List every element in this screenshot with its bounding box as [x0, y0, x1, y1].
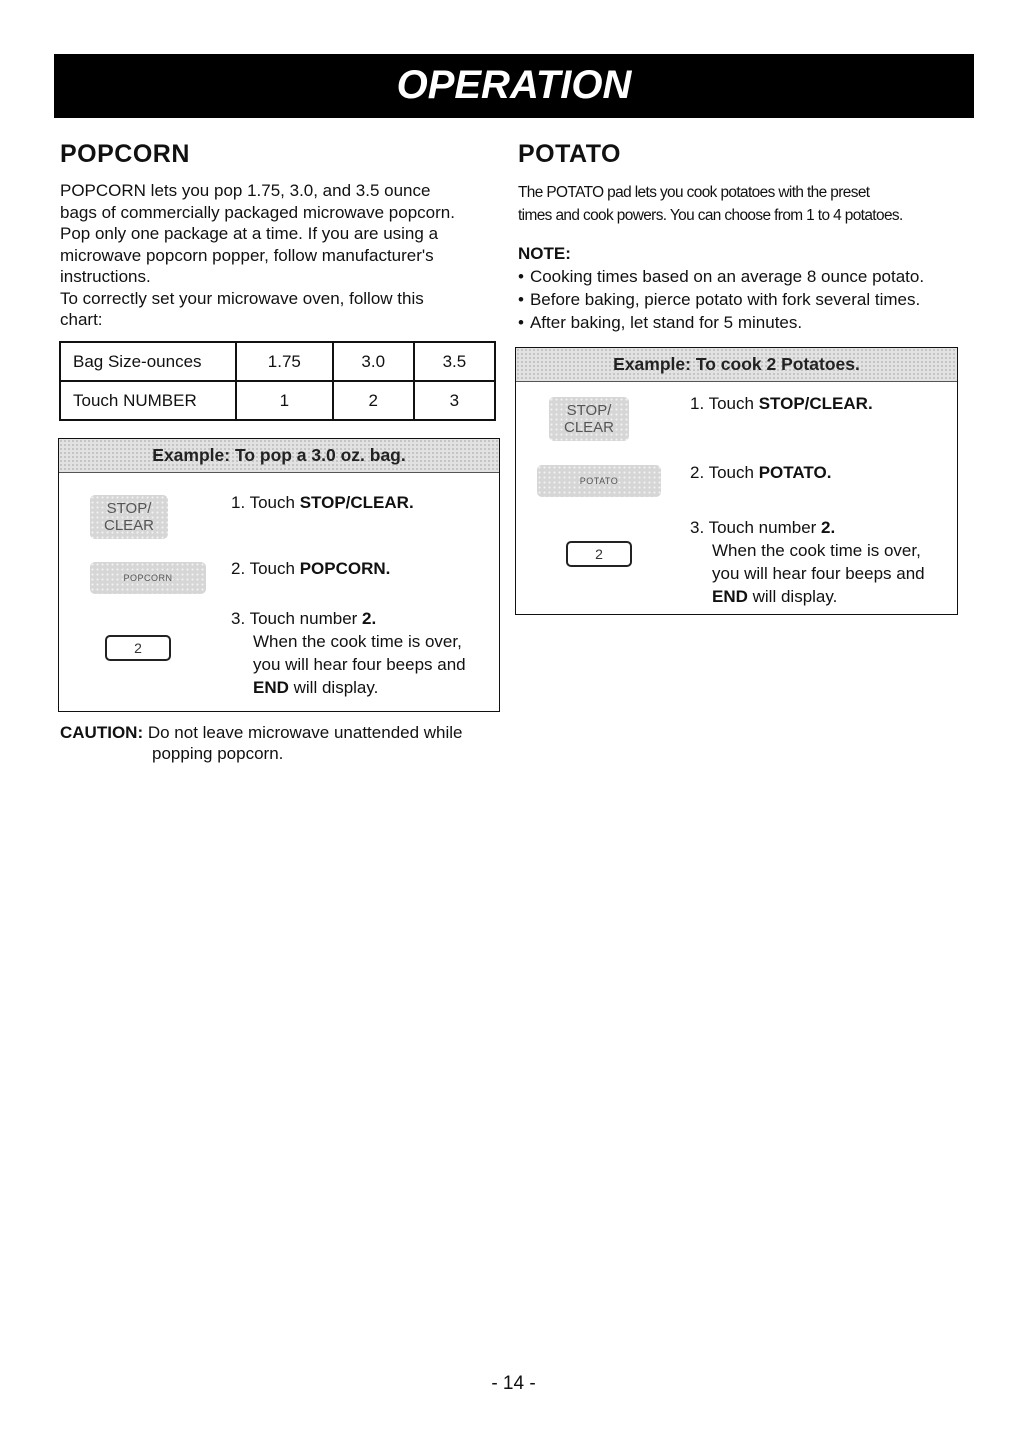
potato-intro-line: times and cook powers. You can choose from 1 to 4 potatoes. — [518, 207, 903, 224]
potato-example-box — [515, 347, 958, 615]
step-text: you will hear four beeps and — [712, 564, 925, 583]
popcorn-intro-line: To correctly set your microwave oven, follow this — [60, 288, 424, 308]
popcorn-example-title: Example: To pop a 3.0 oz. bag. — [59, 439, 499, 473]
step-text: 2. Touch — [690, 463, 759, 482]
step-text: 1. Touch — [690, 394, 759, 413]
caution-label: CAUTION: — [60, 723, 144, 742]
popcorn-intro — [60, 180, 500, 331]
step-text: you will hear four beeps and — [253, 655, 466, 674]
pad-label: POPCORN — [123, 573, 173, 583]
step-key: STOP/CLEAR. — [758, 394, 873, 413]
step-text: will display. — [747, 587, 838, 606]
chart-cell: 3 — [414, 381, 495, 420]
chart-cell: 3.0 — [333, 342, 414, 381]
chart-row-touch-number — [60, 381, 495, 420]
list-item: • Before baking, pierce potato with fork several times. — [518, 288, 978, 311]
note-label: NOTE: — [518, 244, 571, 263]
popcorn-example-box — [58, 438, 500, 712]
potato-notes — [518, 265, 978, 334]
stop-clear-pad-icon — [549, 397, 629, 441]
popcorn-heading: POPCORN — [60, 140, 190, 168]
pad-label: CLEAR — [103, 517, 155, 534]
popcorn-step-2 — [231, 557, 390, 580]
popcorn-intro-line: instructions. — [60, 267, 151, 286]
step-key: 2. — [362, 609, 377, 628]
operation-banner: OPERATION — [54, 54, 974, 118]
step-key: STOP/CLEAR. — [299, 493, 414, 512]
potato-intro — [518, 181, 978, 227]
popcorn-step-1 — [231, 491, 414, 514]
chart-label: Bag Size-ounces — [60, 342, 236, 381]
potato-intro-line: The POTATO pad lets you cook potatoes with the preset — [518, 184, 870, 201]
step-key: 2. — [821, 518, 836, 537]
popcorn-intro-line: chart: — [60, 310, 103, 329]
popcorn-intro-line: bags of commercially packaged microwave popcorn. — [60, 202, 455, 222]
chart-cell: 3.5 — [414, 342, 495, 381]
pad-label: POTATO — [579, 476, 619, 486]
step-text: 1. Touch — [231, 493, 300, 512]
step-key: END — [253, 678, 289, 697]
potato-example-title: Example: To cook 2 Potatoes. — [516, 348, 957, 382]
caution-text: Do not leave microwave unattended while — [143, 723, 463, 742]
potato-step-2 — [690, 461, 831, 484]
step-key: POTATO. — [758, 463, 832, 482]
pad-label: STOP/ — [566, 402, 612, 419]
popcorn-intro-line: POPCORN lets you pop 1.75, 3.0, and 3.5 ounce — [60, 181, 431, 200]
chart-row-bag-size — [60, 342, 495, 381]
popcorn-pad-icon — [90, 562, 206, 594]
stop-clear-pad-icon — [90, 495, 168, 539]
step-text: will display. — [288, 678, 379, 697]
chart-cell: 1.75 — [236, 342, 333, 381]
step-text: When the cook time is over, — [712, 541, 921, 560]
step-text: 2. Touch — [231, 559, 300, 578]
list-item: • After baking, let stand for 5 minutes. — [518, 311, 978, 334]
popcorn-step-3 — [231, 607, 491, 699]
chart-cell: 1 — [236, 381, 333, 420]
step-key: END — [712, 587, 748, 606]
potato-heading: POTATO — [518, 140, 621, 168]
step-text: 3. Touch number — [231, 609, 363, 628]
step-text: When the cook time is over, — [253, 632, 462, 651]
caution-text: popping popcorn. — [152, 744, 284, 763]
potato-step-1 — [690, 392, 873, 415]
pad-label: STOP/ — [106, 500, 152, 517]
step-key: POPCORN. — [299, 559, 391, 578]
page-number: - 14 - — [491, 1373, 536, 1394]
number-2-key-icon: 2 — [566, 541, 632, 567]
potato-step-3 — [690, 516, 950, 608]
potato-pad-icon — [537, 465, 661, 497]
popcorn-intro-line: microwave popcorn popper, follow manufacturer's — [60, 245, 434, 265]
number-2-key-icon: 2 — [105, 635, 171, 661]
list-item: • Cooking times based on an average 8 ounce potato. — [518, 265, 978, 288]
popcorn-size-chart — [59, 341, 496, 421]
chart-cell: 2 — [333, 381, 414, 420]
pad-label: CLEAR — [563, 419, 615, 436]
popcorn-intro-line: Pop only one package at a time. If you are using a — [60, 224, 439, 243]
chart-label: Touch NUMBER — [60, 381, 236, 420]
popcorn-caution — [60, 722, 510, 764]
step-text: 3. Touch number — [690, 518, 822, 537]
